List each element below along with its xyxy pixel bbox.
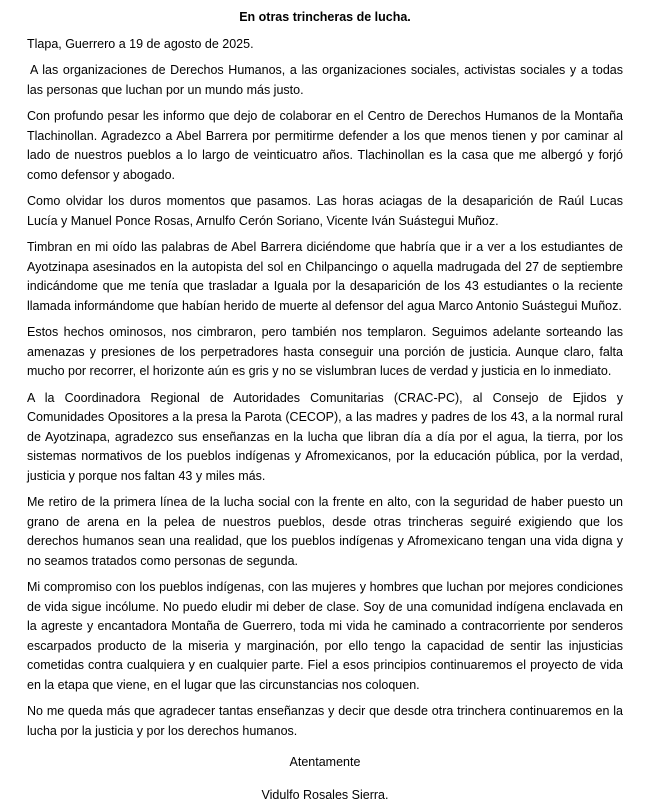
letter-paragraph: Como olvidar los duros momentos que pasamos. Las horas aciagas de la desaparición de Raúl Lucas Lucía y Manuel Ponce Rosas, Arnulfo Cerón Soriano, Vicente Iván Suástegui Muñoz. (27, 194, 623, 228)
letter-paragraph: Estos hechos ominosos, nos cimbraron, pero también nos templaron. Seguimos adelante sorteando las amenazas y presiones de los perpetradores hasta conseguir una porción de justicia. Aunque claro, falta mucho por recorrer, el horizonte aún es gris y no se vislumbran luces de verdad y justicia en lo inmediato. (27, 325, 623, 378)
letter-paragraph: Timbran en mi oído las palabras de Abel Barrera diciéndome que habría que ir a ver a los estudiantes de Ayotzinapa asesinados en la autopista del sol en Chilpancingo o aquella madrugada del 27 de septiembre indicándome que me tenía que trasladar a Iguala por la desaparición de los 43 estudiantes o la reciente llamada informándome que habían herido de muerte al defensor del agua Marco Antonio Suástegui Muñoz. (27, 240, 623, 313)
letter-paragraph: Mi compromiso con los pueblos indígenas, con las mujeres y hombres que luchan por mejores condiciones de vida sigue incólume. No puedo eludir mi deber de clase. Soy de una comunidad indígena enclavada en la agreste y encantadora Montaña de Guerrero, toda mi vida he caminado a contracorriente por senderos escarpados producto de la miseria y marginación, por ello tengo la capacidad de sentir las injusticias cometidas contra cualquiera y en cualquier parte. Fiel a esos principios continuaremos el proyecto de vida en la etapa que viene, en el lugar que las circunstancias nos coloquen. (27, 580, 623, 692)
letter-title: En otras trincheras de lucha. (239, 10, 411, 24)
letter-signature: Vidulfo Rosales Sierra. (261, 787, 389, 800)
letter-paragraph: Me retiro de la primera línea de la lucha social con la frente en alto, con la seguridad de haber puesto un grano de arena en la pelea de nuestros pueblos, desde otras trincheras seguiré exigiendo que los derechos humanos sean una realidad, que los pueblos indígenas y Afromexicano tengan una vida digna y no seamos tratados como personas de segunda. (27, 495, 623, 568)
letter-closing: Atentamente (289, 755, 361, 769)
letter-paragraph-salutation: A las organizaciones de Derechos Humanos, a las organizaciones sociales, activistas sociales y a todas las personas que luchan por un mundo más justo. (27, 63, 623, 97)
letter-dateline: Tlapa, Guerrero a 19 de agosto de 2025. (27, 36, 254, 51)
letter-paragraph: A la Coordinadora Regional de Autoridades Comunitarias (CRAC-PC), al Consejo de Ejidos y Comunidades Opositores a la presa la Parota (CECOP), a las madres y padres de los 43, a la normal rural de Ayotzinapa, agradezco sus enseñanzas en la lucha que libran día a día por el agua, la tierra, por los sistemas normativos de los pueblos indígenas y Afromexicanos, por la educación pública, por la verdad, justicia y porque nos faltan 43 y miles más. (27, 390, 623, 483)
letter-paragraph: No me queda más que agradecer tantas enseñanzas y decir que desde otra trinchera continuaremos en la lucha por la justicia y por los derechos humanos. (27, 704, 623, 738)
letter-paragraph: Con profundo pesar les informo que dejo de colaborar en el Centro de Derechos Humanos de la Montaña Tlachinollan. Agradezco a Abel Barrera por permitirme defender a los que menos tienen y por caminar al lado de nuestros pueblos a lo largo de veinticuatro años. Tlachinollan es la casa que me albergó y forjó como defensor y abogado. (27, 109, 623, 182)
